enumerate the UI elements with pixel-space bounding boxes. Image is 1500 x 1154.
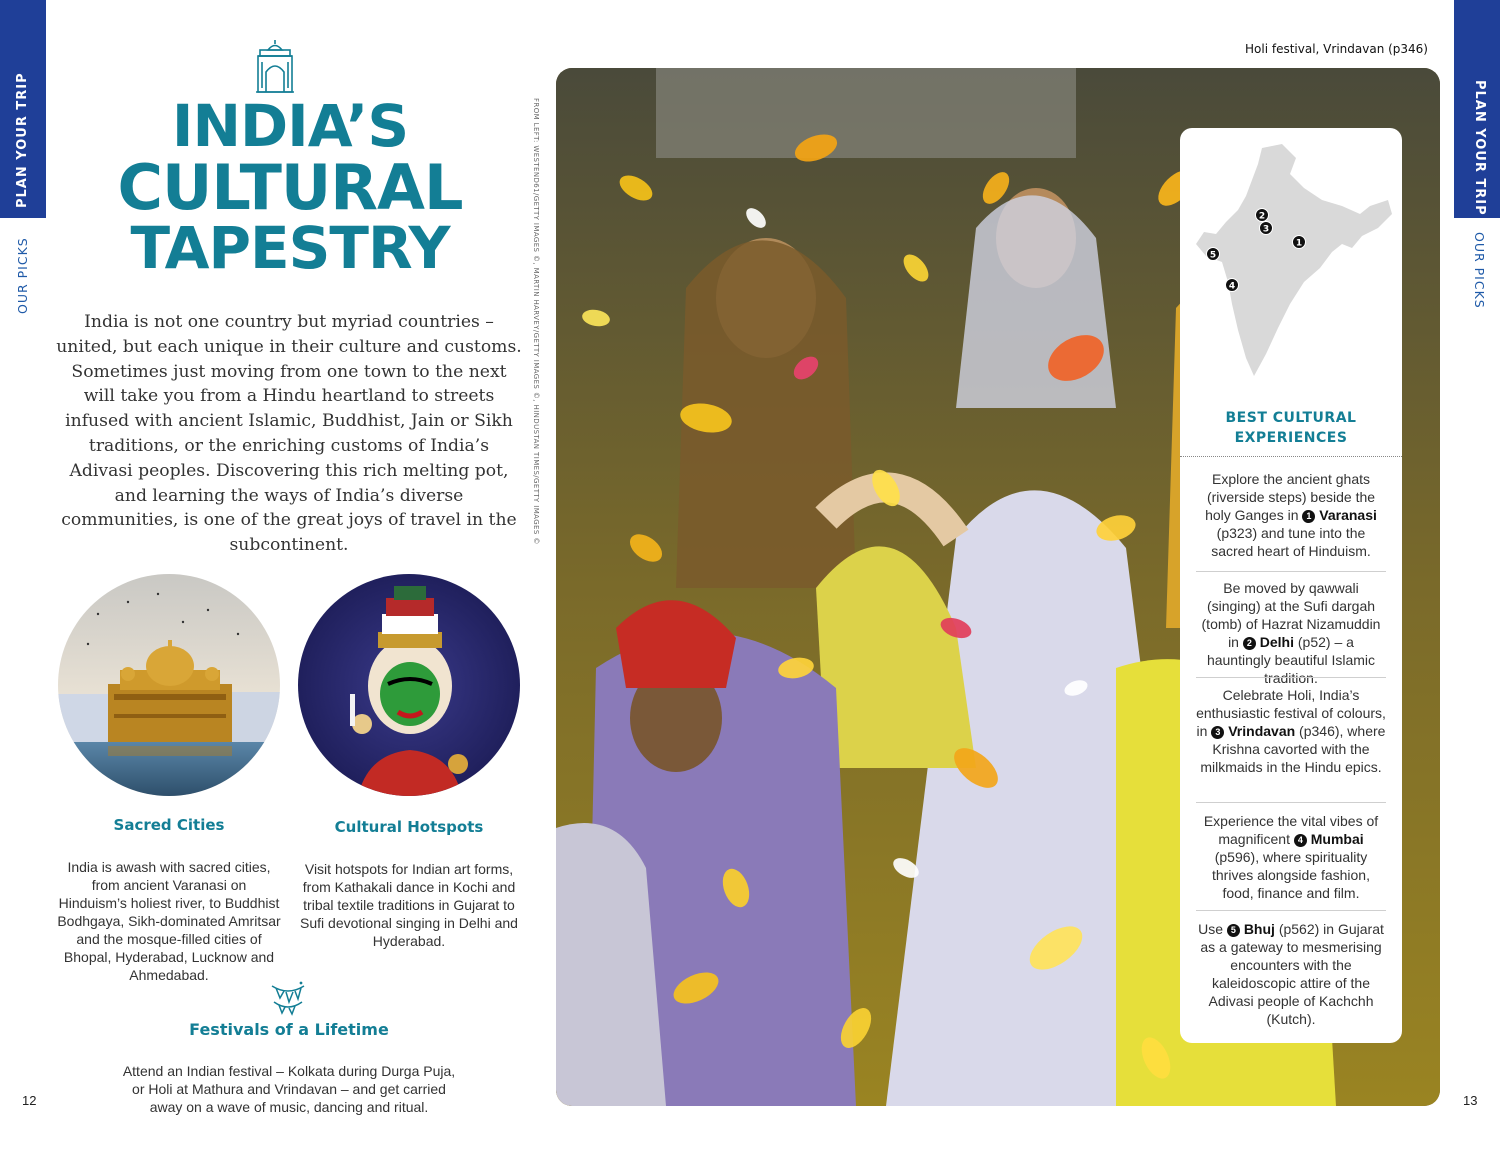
svg-text:5: 5 [1209,250,1217,261]
svg-text:4: 4 [1228,281,1236,292]
photo-credit: FROM LEFT: WESTEND61/GETTY IMAGES ©, MARTIN HARVEY/GETTY IMAGES ©, HINDUSTAN TIMES/GETTY IMAGES © [532,98,540,545]
pick-body-sacred-cities: India is awash with sacred cities, from ancient Varanasi on Hinduism’s holiest river, to Buddhist Bodhgaya, Sikh-dominated Amritsar and the mosque-filled cities of Bhopal, Hyderabad, Lucknow and Ahmedabad. [57,859,281,983]
title-line-1: INDIA’S [171,92,409,160]
map-marker-2 [1256,209,1269,222]
intro-paragraph: India is not one country but myriad countries – united, but each unique in their culture and customs. Sometimes just moving from one town to the next will take you from a Hindu heartland to streets infused with ancient Islamic, Buddhist, Jain or Sikh traditions, or the enriching customs of India’s Adivasi peoples. Discovering this rich melting pot, and learning the ways of India’s diverse communities, is one of the great joys of travel in the subcontinent. [56,312,522,556]
bunting-icon [270,980,306,1016]
photo-caption: Holi festival, Vrindavan (p346) [1245,42,1428,56]
experience-divider [1196,802,1386,803]
section-tab-label: PLAN YOUR TRIP [15,72,30,208]
pick-title-cultural-hotspots: Cultural Hotspots [334,818,484,836]
golden-temple-photo [58,574,280,796]
page-title [70,92,510,282]
svg-text:1: 1 [1295,238,1303,249]
india-map [1192,144,1392,380]
pick-title-festivals: Festivals of a Lifetime [189,1020,389,1039]
experience-varanasi: Explore the ancient ghats (riverside steps) beside the holy Ganges in 1 Varanasi (p323) and tune into the sacred heart of Hinduism. [1205,471,1377,559]
title-line-2: CULTURAL [117,151,463,224]
experience-divider [1196,677,1386,678]
title-line-3: TAPESTRY [130,214,450,282]
page-number-left: 12 [22,1093,37,1108]
subsection-label: OUR PICKS [1472,232,1487,309]
experience-mumbai: Experience the vital vibes of magnificent 4 Mumbai (p596), where spirituality thrives alongside fashion, food, finance and film. [1203,813,1379,901]
right-side-tab [1454,0,1500,1154]
experience-vrindavan: Celebrate Holi, India’s enthusiastic festival of colours, in 3 Vrindavan (p346), where Krishna cavorted with the milkmaids in the Hindu epics. [1196,687,1386,775]
experience-divider [1196,910,1386,911]
card-heading: BEST CULTURAL EXPERIENCES [1225,410,1357,446]
section-tab-label: PLAN YOUR TRIP [1472,80,1487,216]
svg-text:2: 2 [1258,211,1266,222]
kathakali-dancer-photo [298,574,520,796]
best-experiences-card [1180,128,1402,1043]
map-marker-1 [1293,236,1306,249]
card-divider [1180,456,1402,457]
gateway-icon [254,38,296,94]
svg-text:3: 3 [1262,224,1270,235]
pick-body-festivals: Attend an Indian festival – Kolkata during Durga Puja, or Holi at Mathura and Vrindavan – and get carried away on a wave of music, dancing and ritual. [122,1063,456,1115]
left-side-tab [0,0,46,1154]
page-number-right: 13 [1463,1093,1478,1108]
subsection-label: OUR PICKS [15,237,30,314]
pick-body-cultural-hotspots: Visit hotspots for Indian art forms, from Kathakali dance in Kochi and tribal textile traditions in Gujarat to Sufi devotional singing in Delhi and Hyderabad. [300,861,518,949]
experience-delhi: Be moved by qawwali (singing) at the Sufi dargah (tomb) of Hazrat Nizamuddin in 2 Delhi (p52) – a hauntingly beautiful Islamic tradition. [1201,580,1381,686]
holi-festival-photo [556,68,1440,1106]
map-marker-4 [1226,279,1239,292]
map-marker-3 [1260,222,1273,235]
experience-bhuj: Use 5 Bhuj (p562) in Gujarat as a gateway to mesmerising encounters with the kaleidoscopic attire of the Adivasi people of Kachchh (Kutch). [1198,921,1384,1027]
pick-title-sacred-cities: Sacred Cities [113,816,225,834]
experience-divider [1196,571,1386,572]
map-marker-5 [1207,248,1220,261]
